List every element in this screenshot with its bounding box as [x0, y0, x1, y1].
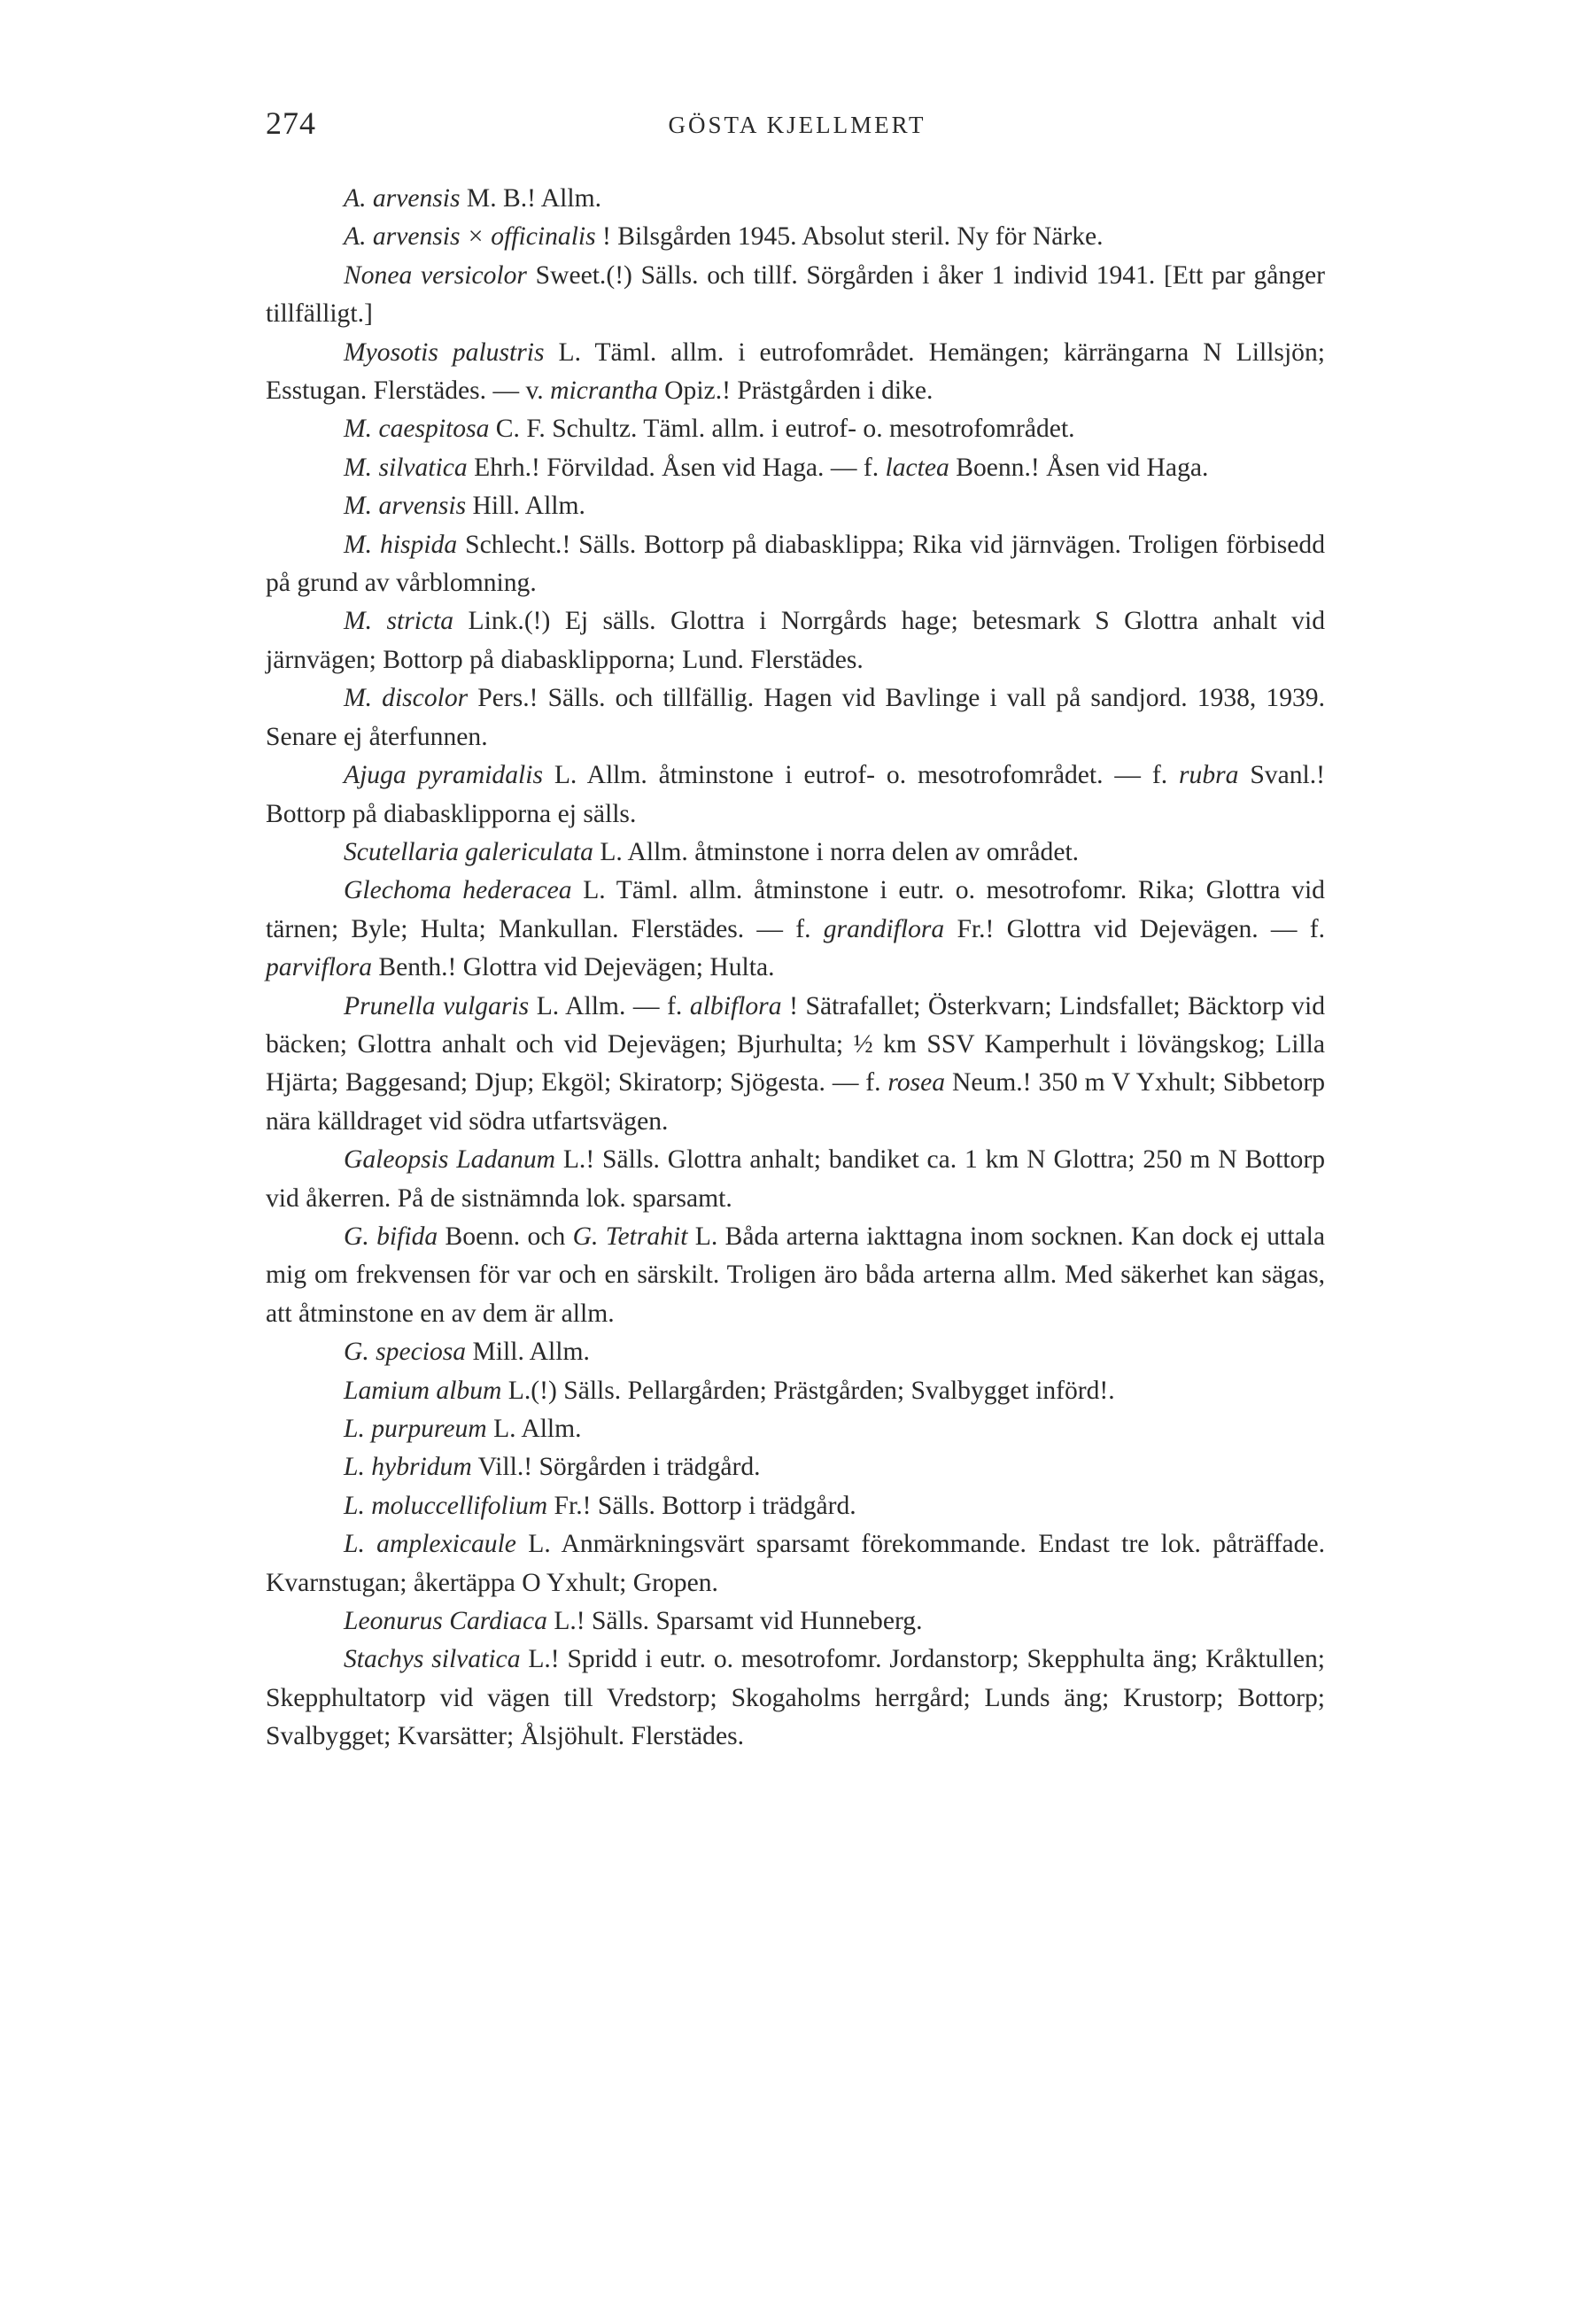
taxon-name: micrantha	[550, 376, 658, 406]
page-number: 274	[266, 105, 316, 141]
entry-text: L.! Sälls. Glottra anhalt; bandiket ca. 1 km N Glottra; 250 m N Bottorp vid åkerren. På de sistnämnda lok. sparsamt.	[266, 1145, 1325, 1213]
entry-text: L. Allm. åtminstone i norra delen av området.	[593, 837, 1080, 866]
taxon-name: rubra	[1179, 761, 1239, 790]
species-entry	[266, 257, 1325, 334]
taxon-name: G. Tetrahit	[572, 1222, 688, 1251]
species-entry	[266, 834, 1325, 872]
species-entry	[266, 218, 1325, 256]
entry-text: L. Båda arterna iakttagna inom socknen. Kan dock ej uttala mig om frekvensen för var och en särskilt. Troligen äro båda arterna allm. Med säkerhet kan sägas, att åtminstone en av dem är allm.	[266, 1222, 1325, 1328]
entry-text: Mill. Allm.	[466, 1338, 590, 1367]
entry-text: Schlecht.! Sälls. Bottorp på diabasklippa; Rika vid järnvägen. Troligen förbisedd på grund av vårblomning.	[266, 530, 1325, 598]
species-entry	[266, 487, 1325, 525]
entry-text: Svanl.! Bottorp på diabasklipporna ej sälls.	[266, 761, 1326, 828]
species-entry	[266, 988, 1325, 1142]
taxon-name: M. hispida	[344, 530, 458, 559]
entry-text: L. Täml. allm. i eutrofområdet. Hemängen; kärrängarna N Lillsjön; Esstugan. Flerstädes. — v.	[266, 337, 1325, 406]
taxon-name: Stachys silvatica	[344, 1645, 521, 1674]
species-entry	[266, 679, 1325, 756]
taxon-name: albiflora	[689, 991, 782, 1020]
taxon-name: L. amplexicaule	[344, 1530, 516, 1559]
taxon-name: L. hybridum	[344, 1453, 472, 1482]
taxon-name: Galeopsis Ladanum	[344, 1145, 556, 1175]
entry-text: Boenn. och	[438, 1222, 573, 1251]
entry-text: C. F. Schultz. Täml. allm. i eutrof- o. mesotrofområdet.	[489, 415, 1075, 444]
running-head: GÖSTA KJELLMERT	[668, 112, 926, 138]
species-entry	[266, 1641, 1325, 1756]
entry-text: L. Allm. åtminstone i eutrof- o. mesotrofområdet. — f.	[542, 761, 1180, 790]
taxon-name: M. silvatica	[344, 453, 468, 482]
taxon-name: Leonurus Cardiaca	[344, 1607, 547, 1636]
taxon-name: rosea	[887, 1068, 946, 1098]
taxon-name: A. arvensis	[344, 184, 461, 213]
entry-text: Link.(!) Ej sälls. Glottra i Norrgårds hage; betesmark S Glottra anhalt vid järnvägen; Bottorp på diabasklipporna; Lund. Flerstädes.	[266, 607, 1325, 674]
species-entry	[266, 1333, 1325, 1371]
entry-text: L. Anmärkningsvärt sparsamt förekommande. Endast tre lok. påträffade. Kvarnstugan; åkertäppa O Yxhult; Gropen.	[266, 1530, 1325, 1597]
entry-text: Neum.! 350 m V Yxhult; Sibbetorp nära källdraget vid södra utfartsvägen.	[266, 1068, 1325, 1136]
entry-text: Pers.! Sälls. och tillfällig. Hagen vid Bavlinge i vall på sandjord. 1938, 1939. Senare ej återfunnen.	[266, 684, 1326, 751]
species-entry	[266, 1602, 1325, 1641]
entry-text: Hill. Allm.	[466, 492, 585, 521]
species-entry	[266, 602, 1325, 679]
entry-text: Opiz.! Prästgården i dike.	[657, 376, 934, 406]
entry-text: L. Allm. — f.	[529, 991, 690, 1020]
entry-text: L.! Sälls. Sparsamt vid Hunneberg.	[546, 1607, 923, 1636]
entry-text: Fr.! Glottra vid Dejevägen. — f.	[944, 914, 1325, 943]
species-entry	[266, 1525, 1325, 1602]
taxon-name: Lamium album	[344, 1376, 502, 1405]
taxon-name: M. discolor	[344, 684, 469, 713]
page-header	[266, 105, 1329, 149]
taxon-name: grandiflora	[823, 914, 945, 943]
entry-text: L.! Spridd i eutr. o. mesotrofomr. Jordanstorp; Skepphulta äng; Kråktullen; Skepphultatorp vid vägen till Vredstorp; Skogaholms herrgård; Lunds äng; Krustorp; Bottorp; Svalbygget; Kvarsätter; Ålsjöhult. Flerstädes.	[266, 1645, 1325, 1751]
taxon-name: Prunella vulgaris	[344, 991, 530, 1020]
entry-text: Ehrh.! Förvildad. Åsen vid Haga. — f.	[467, 453, 886, 482]
entry-text: Benth.! Glottra vid Dejevägen; Hulta.	[372, 953, 775, 982]
species-entry	[266, 1487, 1325, 1525]
species-entry	[266, 1410, 1325, 1448]
species-entry	[266, 410, 1325, 448]
entry-text: L.(!) Sälls. Pellargården; Prästgården; Svalbygget införd!.	[501, 1376, 1115, 1405]
species-entry	[266, 872, 1325, 987]
taxon-name: Myosotis palustris	[344, 337, 545, 367]
taxon-name: Scutellaria galericulata	[344, 837, 593, 866]
taxon-name: M. caespitosa	[344, 415, 490, 444]
entry-text: ! Bilsgården 1945. Absolut steril. Ny för Närke.	[595, 222, 1104, 252]
taxon-name: L. purpureum	[344, 1415, 487, 1443]
species-entry	[266, 1448, 1325, 1486]
species-entry	[266, 526, 1325, 603]
entry-text: L. Täml. allm. åtminstone i eutr. o. mesotrofomr. Rika; Glottra vid tärnen; Byle; Hulta; Mankullan. Flerstädes. — f.	[266, 876, 1325, 943]
species-list	[266, 180, 1325, 1757]
taxon-name: lactea	[885, 453, 949, 482]
taxon-name: parviflora	[266, 953, 373, 982]
taxon-name: Nonea versicolor	[344, 260, 527, 290]
species-entry	[266, 1218, 1325, 1333]
taxon-name: A. arvensis × officinalis	[344, 222, 596, 252]
entry-text: ! Sätrafallet; Österkvarn; Lindsfallet; Bäcktorp vid bäcken; Glottra anhalt och vid Dejevägen; Bjurhulta; ½ km SSV Kamperhult i lövängskog; Lilla Hjärta; Baggesand; Djup; Ekgöl; Skiratorp; Sjögesta. — f.	[266, 991, 1325, 1098]
entry-text: Sweet.(!) Sälls. och tillf. Sörgården i åker 1 individ 1941. [Ett par gånger tillfälligt.]	[266, 260, 1325, 329]
entry-text: Fr.! Sälls. Bottorp i trädgård.	[547, 1491, 856, 1520]
taxon-name: L. moluccellifolium	[344, 1491, 548, 1520]
taxon-name: Glechoma hederacea	[344, 876, 572, 905]
entry-text: Boenn.! Åsen vid Haga.	[949, 453, 1209, 482]
species-entry	[266, 180, 1325, 218]
species-entry	[266, 449, 1325, 487]
entry-text: L. Allm.	[486, 1415, 582, 1443]
entry-text: Vill.! Sörgården i trädgård.	[471, 1453, 761, 1482]
species-entry	[266, 1372, 1325, 1410]
species-entry	[266, 1141, 1325, 1218]
entry-text: M. B.! Allm.	[460, 184, 602, 213]
species-entry	[266, 334, 1325, 411]
taxon-name: G. speciosa	[344, 1338, 467, 1367]
taxon-name: M. stricta	[344, 607, 454, 636]
taxon-name: G. bifida	[344, 1222, 438, 1251]
taxon-name: Ajuga pyramidalis	[344, 761, 543, 790]
species-entry	[266, 756, 1325, 834]
taxon-name: M. arvensis	[344, 492, 467, 521]
